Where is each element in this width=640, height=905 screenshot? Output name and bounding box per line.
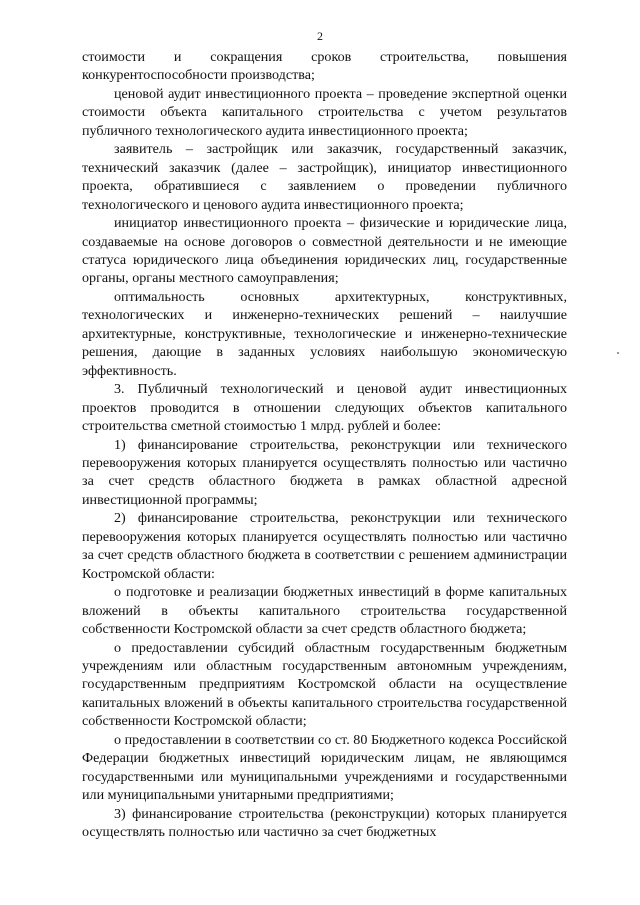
page-number: 2 bbox=[317, 29, 323, 43]
paragraph-price-audit-definition: ценовой аудит инвестиционного проекта – проведение экспертной оценки стоимости объекта капитального строительства с учетом результатов публичного технологического аудита инвестиционного проекта; bbox=[82, 85, 567, 139]
document-body bbox=[82, 48, 567, 841]
paragraph-initiator-definition: инициатор инвестиционного проекта – физические и юридические лица, создаваемые на основе договоров о совместной деятельности и не имеющие статуса юридического лица объединения юридических лиц, государственные органы, органы местного самоуправления; bbox=[82, 215, 567, 287]
paragraph-subitem-article-80: о предоставлении в соответствии со ст. 80 Бюджетного кодекса Российской Федерации бюджетных инвестиций юридическим лицам, не являющимся государственными или муниципальными учреждениями и государственными или муниципальными унитарными предприятиями; bbox=[82, 731, 567, 804]
paragraph-optimality-definition: оптимальность основных архитектурных, конструктивных, технологических и инженерно-технических решений – наилучшие архитектурные, конструктивные, технологические и инженерно-технические решения, дающие в заданных условиях наибольшую экономическую эффективность. bbox=[82, 288, 567, 379]
paragraph-subitem-investments: о подготовке и реализации бюджетных инвестиций в форме капитальных вложений в объекты капитального строительства государственной собственности Костромской области за счет средств областного бюджета; bbox=[82, 584, 567, 638]
paragraph-item-3: 3) финансирование строительства (реконструкции) которых планируется осуществлять полностью или частично за счет бюджетных bbox=[82, 805, 567, 841]
paragraph-section-3: 3. Публичный технологический и ценовой аудит инвестиционных проектов проводится в отношении следующих объектов капитального строительства сметной стоимостью 1 млрд. рублей и более: bbox=[82, 381, 567, 435]
paragraph-item-2: 2) финансирование строительства, реконструкции или технического перевооружения которых планируется осуществлять полностью или частично за счет средств областного бюджета в соответствии с решением администрации Костромской области: bbox=[82, 510, 567, 582]
paragraph-subitem-subsidies: о предоставлении субсидий областным государственным бюджетным учреждениям или областным государственным автономным учреждениям, государственным предприятиям Костромской области на осуществление капитальных вложений в объекты капитального строительства государственной собственности Костромской области; bbox=[82, 639, 567, 730]
scan-mark bbox=[617, 352, 619, 354]
paragraph-continuation: стоимости и сокращения сроков строительства, повышения конкурентоспособности производства; bbox=[82, 49, 567, 84]
paragraph-applicant-definition: заявитель – застройщик или заказчик, государственный заказчик, технический заказчик (далее – застройщик), инициатор инвестиционного проекта, обратившиеся с заявлением о проведении публичного технологического и ценового аудита инвестиционного проекта; bbox=[82, 141, 567, 213]
paragraph-item-1: 1) финансирование строительства, реконструкции или технического перевооружения которых планируется осуществлять полностью или частично за счет средств областного бюджета в рамках областной адресной инвестиционной программы; bbox=[82, 436, 567, 508]
